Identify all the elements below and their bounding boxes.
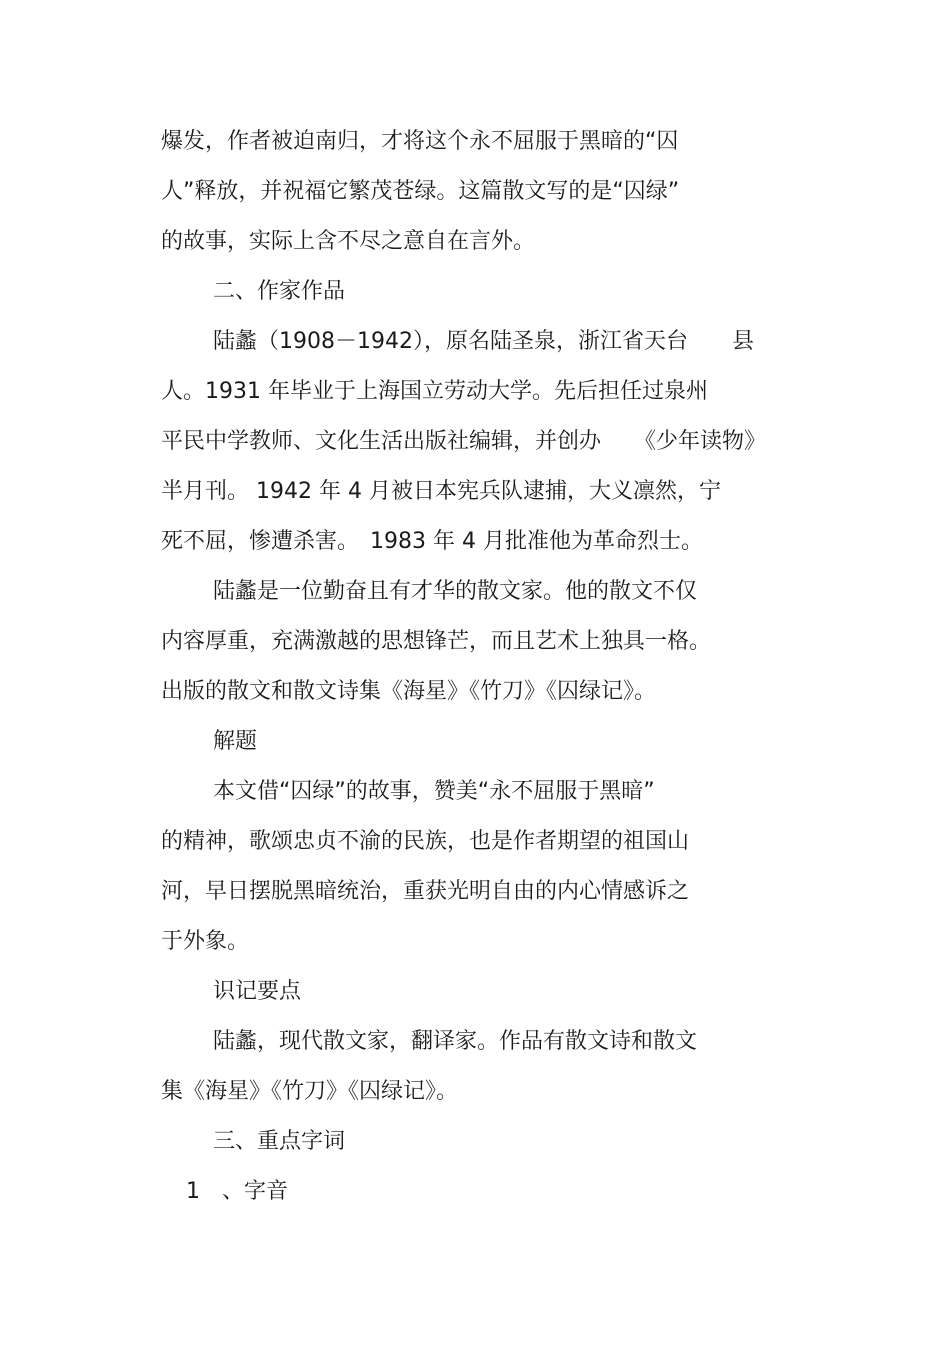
text-line: 人”释放，并祝福它繁茂苍绿。这篇散文写的是“囚绿” bbox=[161, 179, 680, 204]
text-line: 陆蠡，现代散文家，翻译家。作品有散文诗和散文 bbox=[213, 1029, 698, 1054]
subsection-heading: 1 、字音 bbox=[186, 1179, 288, 1204]
text-line: 出版的散文和散文诗集《海星》《竹刀》《囚绿记》。 bbox=[161, 679, 657, 704]
text-line: 人。1931 年毕业于上海国立劳动大学。先后担任过泉州 bbox=[161, 379, 708, 404]
section-heading: 解题 bbox=[213, 729, 258, 754]
text-line: 陆蠡是一位勤奋且有才华的散文家。他的散文不仅 bbox=[213, 579, 698, 604]
section-heading: 二、作家作品 bbox=[213, 279, 346, 304]
text-line: 集《海星》《竹刀》《囚绿记》。 bbox=[161, 1079, 459, 1104]
text-line: 河，早日摆脱黑暗统治，重获光明自由的内心情感诉之 bbox=[161, 879, 690, 904]
section-heading: 三、重点字词 bbox=[213, 1129, 346, 1154]
text-line: 平民中学教师、文化生活出版社编辑，并创办 《少年读物》 bbox=[161, 429, 767, 454]
text-line: 内容厚重，充满激越的思想锋芒，而且艺术上独具一格。 bbox=[161, 629, 712, 654]
text-line: 死不屈，惨遭杀害。 1983 年 4 月批准他为革命烈士。 bbox=[161, 529, 703, 554]
text-line: 本文借“囚绿”的故事，赞美“永不屈服于黑暗” bbox=[213, 779, 655, 804]
text-line: 陆蠡（1908－1942），原名陆圣泉，浙江省天台 县 bbox=[213, 329, 754, 354]
section-heading: 识记要点 bbox=[213, 979, 302, 1004]
text-line: 的故事，实际上含不尽之意自在言外。 bbox=[161, 229, 536, 254]
text-line: 的精神，歌颂忠贞不渝的民族，也是作者期望的祖国山 bbox=[161, 829, 690, 854]
text-line: 于外象。 bbox=[161, 929, 250, 954]
text-line: 爆发，作者被迫南归，才将这个永不屈服于黑暗的“囚 bbox=[161, 129, 679, 154]
text-line: 半月刊。 1942 年 4 月被日本宪兵队逮捕，大义凛然，宁 bbox=[161, 479, 721, 504]
